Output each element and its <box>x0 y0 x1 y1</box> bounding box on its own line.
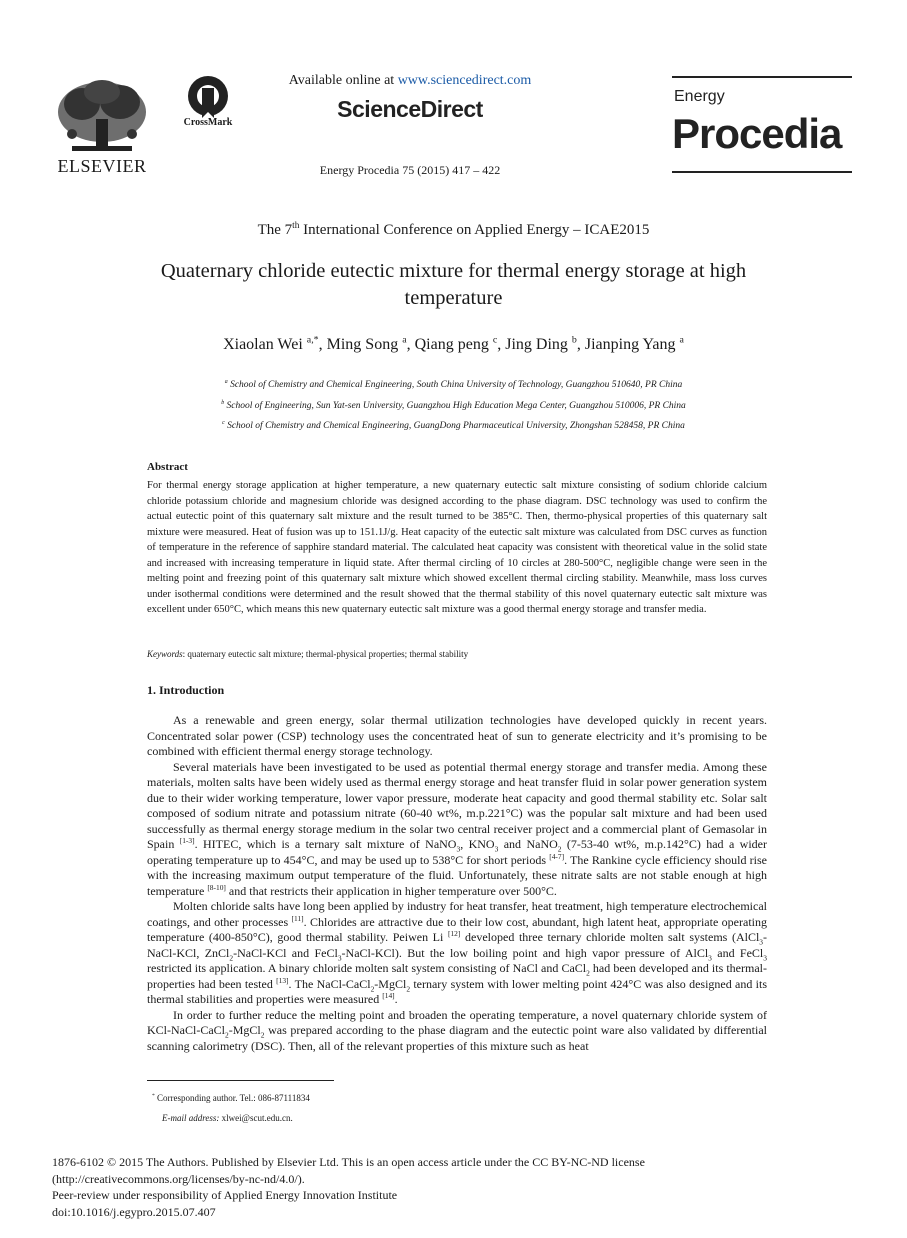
affiliation-text: School of Engineering, Sun Yat-sen University, Guangzhou High Education Mega Center, Guangzhou 510006, PR China <box>224 401 686 411</box>
email-label: E-mail address: <box>162 1113 220 1123</box>
author-name: Jing Ding <box>505 336 572 353</box>
author-affil-mark: a,* <box>306 334 319 346</box>
license-link[interactable]: (http://creativecommons.org/licenses/by-nc-nd/4.0/). <box>52 1171 305 1186</box>
footnote-rule <box>147 1080 334 1081</box>
email-address[interactable]: xlwei@scut.edu.cn. <box>219 1113 293 1123</box>
available-online-line <box>180 73 640 89</box>
affiliation-mark: a <box>224 378 228 385</box>
peer-review-line: Peer-review under responsibility of Applied Energy Innovation Institute <box>52 1188 398 1203</box>
author-sep: , <box>318 336 327 353</box>
conference-pre: The 7 <box>257 222 293 238</box>
affiliation-b <box>100 401 807 411</box>
author-affil-mark: a <box>402 334 407 346</box>
elsevier-wordmark: ELSEVIER <box>57 156 147 176</box>
crossmark-label: CrossMark <box>183 117 233 128</box>
author-name: Ming Song <box>326 336 403 353</box>
conference-post: International Conference on Applied Energy – ICAE2015 <box>299 222 650 238</box>
energy-procedia-rule-bottom <box>672 171 852 173</box>
sciencedirect-wordmark: ScienceDirect <box>337 96 483 122</box>
affiliation-text: School of Chemistry and Chemical Engineering, South China University of Technology, Guangzhou 510640, PR China <box>227 380 683 390</box>
author-list <box>100 336 807 354</box>
abstract-text: For thermal energy storage application at higher temperature, a new quaternary eutectic salt mixture consisting of sodium chloride calcium chloride potassium chloride and magnesium chloride was designed according to the phase diagram. DSC technology was used to confirm the actual eutectic point of this quaternary salt mixture and the result turned to be 385°C. Then, thermo-physical properties of this quaternary salt mixture were measured. Heat of fusion was up to 151.1J/g. Heat capacity of the eutectic salt mixture was calculated from DSC curves as function of temperature in the reference of sapphire standard material. The calculated heat capacity was consistent with theoretical value in the solid state and increased with increasing temperature in liquid state. After thermal circling of 10 circles at 280-500°C, negligible change were seen in the melting point and freezing point of this quaternary salt mixture which showed excellent thermal circling stability. Meanwhile, mass loss curves under isothermal conditions were determined and the result showed that the thermal stability of this novel quaternary eutectic salt mixture was excellent under 650°C, which means this new quaternary eutectic salt mixture was a good thermal energy storage and transfer media. <box>147 480 767 615</box>
conference-line <box>100 222 807 239</box>
author-name: Jianping Yang <box>584 336 680 353</box>
affiliation-text: School of Chemistry and Chemical Engineering, GuangDong Pharmaceutical University, Zhongshan 528458, PR China <box>224 421 685 431</box>
available-prefix: Available online at <box>288 73 398 88</box>
affiliation-mark: c <box>222 419 225 426</box>
sciencedirect-link[interactable]: www.sciencedirect.com <box>397 73 532 88</box>
paragraph-2: Several materials have been investigated to be used as potential thermal energy storage and transfer media. Among these materials, molten salts have been widely used as thermal energy storage and heat transfer fluid in solar power generation system due to their wider working temperature, lower vapor pressure, moderate heat capacity and good thermal stability etc. Solar salt composed of sodium nitrate and potassium nitrate (60-40 wt%, m.p.221°C) was the popular salt mixture and had been used successfully as thermal energy storage medium in the solar two central receiver project and a commercial plant of Gemasolar in Spain [1-3]. HITEC, which is a ternary salt mixture of NaNO$_3$, $KNO_3$ and NaNO$_2$ (7-53-40 wt%, m.p.142°C) had a wider operating temperature up to 454°C, and may be used up to 538°C for short periods [4-7]. The Rankine cycle efficiency should rise with the increasing maximum output temperature of the fluid. Unfortunately, these nitrate salts are not stable enough at high temperature [8-10] and that restricts their application in higher temperature over 500°C. <box>147 759 767 898</box>
affiliation-a <box>100 380 807 390</box>
license-line: 1876-6102 © 2015 The Authors. Published by Elsevier Ltd. This is an open access article under the CC BY-NC-ND license <box>52 1155 645 1169</box>
paragraph-1: As a renewable and green energy, solar thermal utilization technologies have developed quickly in recent years. Concentrated solar power (CSP) technology uses the concentrated heat of sun to generate electricity and it’s promising to be combined with efficient thermal energy storage technology. <box>147 713 767 758</box>
affiliation-mark: b <box>221 399 225 406</box>
energy-procedia-rule-top <box>672 76 852 78</box>
author-affil-mark: b <box>571 334 577 346</box>
corresponding-author-note <box>152 1093 310 1103</box>
abstract-heading: Abstract <box>147 461 188 473</box>
author-sep: , <box>497 336 506 353</box>
author-name: Xiaolan Wei <box>223 336 307 353</box>
license-block <box>52 1154 872 1220</box>
affiliation-c <box>100 421 807 431</box>
section-heading: 1. Introduction <box>147 683 225 697</box>
author-affil-mark: a <box>679 334 684 346</box>
author-name: Qiang peng <box>414 336 493 353</box>
author-affil-mark: c <box>492 334 498 346</box>
journal-citation: Energy Procedia 75 (2015) 417 – 422 <box>319 163 501 177</box>
energy-procedia-big: Procedia <box>672 110 842 157</box>
email-note <box>162 1113 293 1123</box>
paragraph-3: Molten chloride salts have long been applied by industry for heat transfer, heat treatment, high temperature electrochemical coatings, and other processes [11]. Chlorides are attractive due to their low cost, abundant, high latent heat, appropriate operating temperature (400-850°C), good thermal stability. Peiwen Li [12] developed three ternary chloride molten salt systems (AlCl$_3$-NaCl-KCl, ZnCl$_2$-NaCl-KCl and FeCl$_3$-NaCl-KCl). But the low boiling point and high vapor pressure of AlCl$_3$ and FeCl$_3$ restricted its application. A binary chloride molten salt system consisting of NaCl and CaCl$_2$ had been developed and its thermal-properties had been tested [13]. The NaCl-CaCl$_2$-MgCl$_2$ ternary system with lower melting point 424°C was also designed and its thermal stabilities and properties were measured [14]. <box>147 899 768 1006</box>
keywords-label: Keywords <box>147 649 183 659</box>
author-sep: , <box>576 336 585 353</box>
paper-title: Quaternary chloride eutectic mixture for thermal energy storage at high temperature <box>160 260 747 309</box>
keywords-line <box>147 649 767 659</box>
body-text <box>147 713 767 1054</box>
footnote-corr: Corresponding author. Tel.: 086-87111834 <box>154 1093 310 1103</box>
footnote-mark: * <box>152 1093 155 1099</box>
keywords-text: : quaternary eutectic salt mixture; thermal-physical properties; thermal stability <box>182 649 469 659</box>
author-sep: , <box>406 336 415 353</box>
paragraph-4: In order to further reduce the melting point and broaden the operating temperature, a novel quaternary chloride system of KCl-NaCl-CaCl$_2$-MgCl$_2$ was prepared according to the phase diagram and the eutectic point ware also validated by differential scanning calorimetry (DSC). Then, all of the relevant properties of this mixture such as heat <box>147 1007 767 1053</box>
conference-sup: th <box>292 221 300 231</box>
doi-line[interactable]: doi:10.1016/j.egypro.2015.07.407 <box>52 1204 216 1219</box>
energy-procedia-small: Energy <box>674 88 725 105</box>
